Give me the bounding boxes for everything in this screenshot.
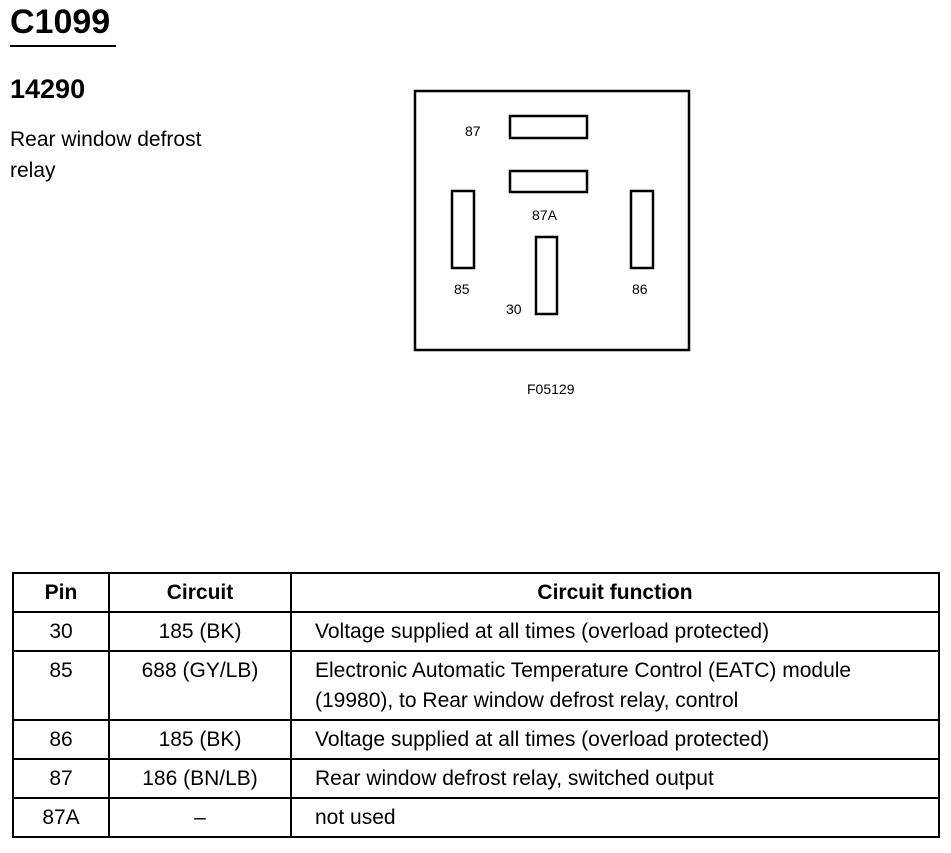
pin-cell: 87 — [13, 759, 109, 798]
part-number: 14290 — [10, 74, 86, 104]
circuit-cell: 688 (GY/LB) — [109, 651, 291, 720]
pin-cell: 86 — [13, 720, 109, 759]
terminal-87-slot — [510, 116, 587, 138]
pin-cell: 87A — [13, 798, 109, 837]
table-row — [13, 612, 939, 651]
table-row — [13, 759, 939, 798]
circuit-cell: 186 (BN/LB) — [109, 759, 291, 798]
terminal-86-slot — [631, 191, 653, 268]
circuit-cell: – — [109, 798, 291, 837]
function-cell: Voltage supplied at all times (overload protected) — [291, 612, 939, 651]
relay-pinout-diagram — [413, 88, 693, 354]
circuit-cell: 185 (BK) — [109, 612, 291, 651]
pin-circuit-table — [12, 572, 940, 838]
table-row — [13, 798, 939, 837]
circuit-cell: 185 (BK) — [109, 720, 291, 759]
terminal-87a-slot — [510, 171, 587, 192]
terminal-30-label: 30 — [506, 301, 522, 317]
header-circuit: Circuit — [109, 573, 291, 612]
header-circuit-function: Circuit function — [291, 573, 939, 612]
function-cell: not used — [291, 798, 939, 837]
table-header-row — [13, 573, 939, 612]
terminal-85-label: 85 — [454, 281, 470, 297]
terminal-85-slot — [452, 191, 474, 268]
terminal-30-slot — [536, 237, 557, 314]
terminal-86-label: 86 — [632, 281, 648, 297]
connector-id-underline — [10, 45, 116, 47]
table-row — [13, 651, 939, 720]
figure-id: F05129 — [527, 381, 575, 397]
function-cell: Rear window defrost relay, switched output — [291, 759, 939, 798]
terminal-87a-label: 87A — [532, 207, 557, 223]
function-cell: Voltage supplied at all times (overload protected) — [291, 720, 939, 759]
pin-cell: 30 — [13, 612, 109, 651]
component-description: Rear window defrost relay — [10, 128, 202, 182]
header-pin: Pin — [13, 573, 109, 612]
terminal-87-label: 87 — [465, 123, 481, 139]
function-cell: Electronic Automatic Temperature Control (EATC) module (19980), to Rear window defrost relay, control — [291, 651, 939, 720]
table-row — [13, 720, 939, 759]
connector-id: C1099 — [10, 3, 111, 41]
pin-cell: 85 — [13, 651, 109, 720]
